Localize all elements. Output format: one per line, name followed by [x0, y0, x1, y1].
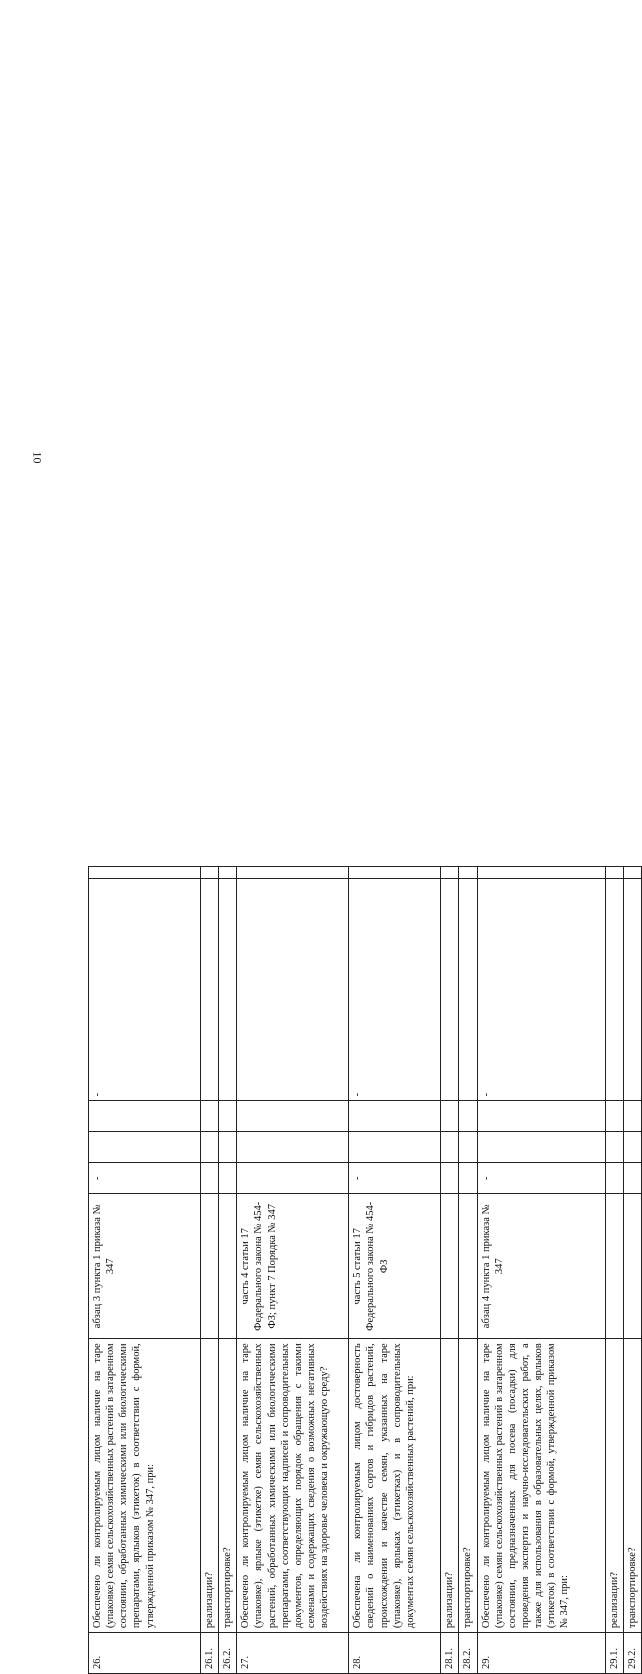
row-mark-2 — [237, 1132, 349, 1163]
row-mark-4: - — [477, 879, 605, 1101]
table-row — [201, 867, 219, 1674]
row-mark-2 — [89, 1132, 201, 1163]
table-row — [219, 867, 237, 1674]
row-notes — [441, 867, 459, 879]
row-mark-3 — [605, 1101, 623, 1132]
row-question: транспортировке? — [219, 1339, 237, 1633]
row-question: реализации? — [605, 1339, 623, 1633]
row-notes — [605, 867, 623, 879]
row-number: 28. — [349, 1633, 441, 1674]
row-notes — [201, 867, 219, 879]
row-reference — [201, 1194, 219, 1339]
row-number: 26.1. — [201, 1633, 219, 1674]
row-number: 28.1. — [441, 1633, 459, 1674]
row-reference — [605, 1194, 623, 1339]
row-mark-3 — [89, 1101, 201, 1132]
row-question: Обеспечено ли контролируемым лицом наличие на таре (упаковке) семян сельскохозяйственных растений в затаренном состоянии, обработанных химическими или биологическими препаратами, ярлыков (этикеток) в соответствии с формой, утвержденной приказом № 347, при: — [89, 1339, 201, 1633]
row-mark-2 — [605, 1132, 623, 1163]
row-mark-3 — [623, 1101, 641, 1132]
row-mark-4: - — [89, 879, 201, 1101]
table-row — [459, 867, 477, 1674]
row-mark-4 — [623, 879, 641, 1101]
row-reference — [441, 1194, 459, 1339]
row-mark-2 — [219, 1132, 237, 1163]
checklist-table — [88, 866, 642, 1674]
row-notes — [459, 867, 477, 879]
row-number: 29.2. — [623, 1633, 641, 1674]
row-mark-1: - — [349, 1163, 441, 1194]
row-question: транспортировке? — [623, 1339, 641, 1633]
row-reference: абзац 4 пункта 1 приказа № 347 — [477, 1194, 605, 1339]
rotated-table — [88, 866, 638, 1674]
row-mark-4 — [219, 879, 237, 1101]
row-notes — [219, 867, 237, 879]
row-mark-2 — [441, 1132, 459, 1163]
table-row — [441, 867, 459, 1674]
table-row — [605, 867, 623, 1674]
row-number: 26.2. — [219, 1633, 237, 1674]
row-mark-2 — [459, 1132, 477, 1163]
table-row — [237, 867, 349, 1674]
page-number: 10 — [30, 451, 45, 464]
row-mark-4 — [459, 879, 477, 1101]
row-mark-2 — [477, 1132, 605, 1163]
row-mark-4: - — [349, 879, 441, 1101]
row-reference — [219, 1194, 237, 1339]
row-mark-4 — [237, 879, 349, 1101]
row-notes — [623, 867, 641, 879]
row-mark-1 — [237, 1163, 349, 1194]
row-number: 26. — [89, 1633, 201, 1674]
row-mark-3 — [219, 1101, 237, 1132]
row-number: 29. — [477, 1633, 605, 1674]
row-number: 28.2. — [459, 1633, 477, 1674]
row-mark-2 — [623, 1132, 641, 1163]
row-notes — [477, 867, 605, 879]
row-question: Обеспечено ли контролируемым лицом наличие на таре (упаковке), ярлыке (этикетке) семян сельскохозяйственных растений, обработанных химическими или биологическими препаратами, соответствующих надписей и сопроводительных документов, определяющих порядок обращения с такими семенами и содержащих сведения о возможных негативных воздействиях на здоровье человека и окружающую среду? — [237, 1339, 349, 1633]
row-mark-2 — [201, 1132, 219, 1163]
row-question: транспортировке? — [459, 1339, 477, 1633]
row-mark-1: - — [89, 1163, 201, 1194]
row-mark-1 — [219, 1163, 237, 1194]
table-row — [89, 867, 201, 1674]
row-mark-3 — [201, 1101, 219, 1132]
row-mark-1 — [459, 1163, 477, 1194]
row-reference — [623, 1194, 641, 1339]
row-reference: часть 5 статьи 17 Федерального закона № 454-ФЗ — [349, 1194, 441, 1339]
row-reference: часть 4 статьи 17 Федерального закона № 454-ФЗ; пункт 7 Порядка № 347 — [237, 1194, 349, 1339]
row-mark-1 — [201, 1163, 219, 1194]
table-row — [477, 867, 605, 1674]
row-number: 27. — [237, 1633, 349, 1674]
row-reference — [459, 1194, 477, 1339]
row-reference: абзац 3 пункта 1 приказа № 347 — [89, 1194, 201, 1339]
row-question: реализации? — [441, 1339, 459, 1633]
row-mark-4 — [201, 879, 219, 1101]
row-mark-2 — [349, 1132, 441, 1163]
row-question: Обеспечено ли контролируемым лицом наличие на таре (упаковке) семян сельскохозяйственных растений в затаренном состоянии, предназначенных для посева (посадки) для проведения экспертиз и научно-исследовательских работ, а также для использования в образовательных целях, ярлыков (этикеток) в соответствии с формой, утвержденной приказом № 347, при: — [477, 1339, 605, 1633]
row-mark-3 — [441, 1101, 459, 1132]
row-notes — [349, 867, 441, 879]
row-mark-3 — [477, 1101, 605, 1132]
row-number: 29.1. — [605, 1633, 623, 1674]
row-mark-1 — [605, 1163, 623, 1194]
table-row — [349, 867, 441, 1674]
row-mark-1 — [441, 1163, 459, 1194]
row-question: Обеспечена ли контролируемым лицом достоверность сведений о наименованиях сортов и гибридов растений, происхождении и качестве семян, указанных на таре (упаковке), ярлыках (этикетках) и в сопроводительных документах семян сельскохозяйственных растений, при: — [349, 1339, 441, 1633]
row-mark-3 — [237, 1101, 349, 1132]
row-notes — [89, 867, 201, 879]
row-notes — [237, 867, 349, 879]
row-mark-1: - — [477, 1163, 605, 1194]
checklist-table-wrapper — [88, 58, 638, 1669]
row-mark-3 — [349, 1101, 441, 1132]
row-mark-4 — [605, 879, 623, 1101]
table-row — [623, 867, 641, 1674]
row-mark-3 — [459, 1101, 477, 1132]
row-mark-4 — [441, 879, 459, 1101]
row-question: реализации? — [201, 1339, 219, 1633]
row-mark-1 — [623, 1163, 641, 1194]
